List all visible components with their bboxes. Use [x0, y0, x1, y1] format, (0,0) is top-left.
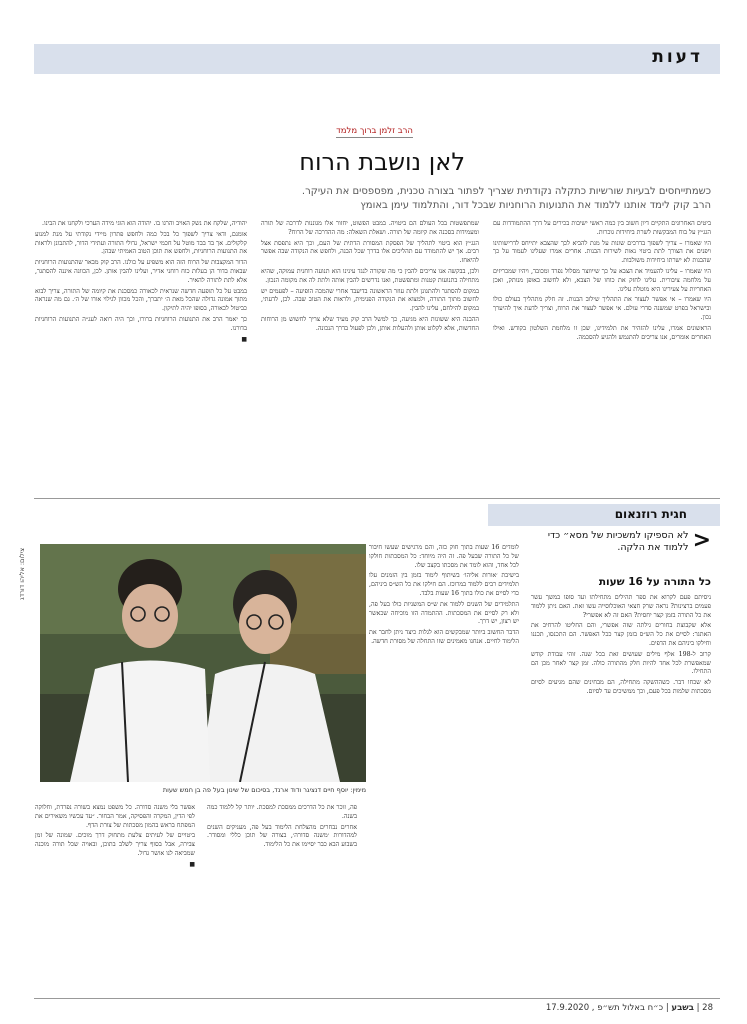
- paragraph: היו שאמרו – עלינו להעמיד את הצבא על כך שייווצר מסלול נפרד ומכובד, ויהיו שמכריזים על מלחמה ציבורית. עלינו לחזק את כוחו של הצבא, ולא לחשוב באופן מנותק, ואכן האחריות על צעירינו היא מוטלת עלינו.: [493, 267, 711, 293]
- paragraph: בישיבת ׳אורות אליהו׳ בשיתוף לימוד בזמן בין הזמנים עלו תלמידים רבים ללמוד במרוכז. הם חילקו את כל הש״ס ביניהם, כדי לסיים את כולו בתוך 16 שעות בלבד.: [369, 572, 519, 597]
- column2-body-a: [531, 594, 711, 990]
- paragraph: הראשונים אמרו, עלינו להזהיר את תלמידינו, שכן זו מלחמת השלטון בקודש. ואילו האחרים אומרים, אנו צריכים להתגמש ולהגיע להסכמה.: [493, 324, 711, 341]
- end-mark: ■: [241, 335, 247, 343]
- footer-separator: |: [663, 1003, 669, 1013]
- column2-body-b: [369, 544, 519, 990]
- hebrew-date: כ״ח באלול תש״פ: [597, 1003, 664, 1013]
- article-column-middle: [261, 220, 479, 492]
- paragraph: הדור המקצבות של הרוח הזה הוא משפיע על כולנו. הרב קוק מבאר שהתנועות הרוחניות שבאות בדור הן בעלות כוח רוחני אדיר, ועלינו להבין אותן. לכן, הכוונה איננה להסתגר, אלא לתת לתורה להאיר.: [35, 259, 247, 284]
- paragraph: קרוב ל-198 אלף מילים שעושים זאת בכל שנה. זוהי עבודת קודש שמאפשרת לכל אחד להיות חלק מהתורה כולה. זמן קצר לאחר מכן הם התחילו.: [531, 650, 711, 676]
- column-callout: [541, 530, 711, 554]
- footer-separator: ,: [589, 1003, 595, 1013]
- footer-divider: [34, 998, 720, 999]
- gregorian-date: 17.9.2020: [545, 1003, 590, 1013]
- paragraph: אלא שקבוצת בחורים גילתה שזה אפשרי, והם החליטו להרחיב את האתגר: לסיים את כל הש״ס בזמן קצר ככל האפשר. הם התכנסו, תכננו וחילקו ביניהם את הדפים.: [531, 622, 711, 647]
- column2-body-c: [207, 804, 357, 990]
- paragraph: במקום להסתגר ולהתגונן ולתת עוזר הראשונה בדיעבד אחרי שהמכה הופיעה – לפעמים יש לחשוב מתוך התורה, ולמצוא את הנקודה הפנימית, ולראות את הטוב שבה. לכן, לדעתי, במקום להילחם, עלינו להבין.: [261, 287, 479, 313]
- article-photo: [40, 544, 366, 782]
- article-byline: הרב זלמן ברוך מלמד: [336, 126, 413, 136]
- page-number: 28: [702, 1003, 713, 1013]
- footer-separator: |: [693, 1003, 700, 1013]
- article-column-left: [35, 220, 247, 492]
- photo-credit: צילום: אליהו דורדג: [18, 548, 26, 601]
- callout-text: לא הספיקו למשכיות של מסא״ כדי ללמוד את הלקה.: [547, 530, 689, 553]
- page-footer: [546, 1003, 713, 1013]
- column-author-name: חגית רוזנאום: [614, 507, 687, 521]
- paragraph: אפשר בלי משנה סדורה. כל משפט נמצא בשורה נפרדת, וחלוקה לפי הדין, המקרה והפסיקה, אמר הבחור. ״עד עכשיו משאירים את המפתח בראש בהמון מסכתות של צורת הדף.: [35, 804, 195, 829]
- paragraph: לומדים 16 שעות בתוך חוק כזה, והם מרגישים שעשו חיבור של כל התורה שבעל פה. זה היה מיוחד: כל המסכתות חולקו לכל אחד, והוא לומד את מסכתו בקצב שלו.: [369, 544, 519, 569]
- paragraph: ההבנה היא ששונות היא מגיעה, כך למשל הרב קוק מעיד שלא צריך לחשוש מן הרוחות החדשות, אלא לקלוט אותן ולהעלות אותן, ולכן לפעול בדרך הנכונה.: [261, 315, 479, 332]
- section-header-bar: [34, 44, 720, 74]
- end-mark: ■: [189, 860, 195, 868]
- paragraph: הדבר החשוב ביותר שמבקשים הוא לגלות כיצד ניתן לחבר את הלימוד לחיים. אנחנו מאמינים שזו התחלה של מסורת חדשה.: [369, 629, 519, 645]
- paragraph: ביטויים של לעיתים צלעת מתחוק דרך מוכים. שמונה של זמן צבירה, אבל בסוף צריך לשלב בתוכן, ובאויה שכל תורה מוכנה שמביאה לנו אושר גדול.: [35, 832, 195, 857]
- photo-caption: מימין: יוסף חיים דנציגר ודוד ארנד, בסיכום של שינון בעל פה בן חמש שעות: [162, 786, 366, 794]
- article-headline: לאן נושבת הרוח: [299, 148, 465, 176]
- publication-name: בשבע: [671, 1003, 694, 1013]
- section-title: דעות: [652, 47, 703, 67]
- paragraph: ניסיתם פעם לקרוא את ספר תהילים מתחילתו ועד סופו במשך עשר פעמים ברצינות? נראה שרק חצאי האוכלוסייה עשו זאת. האם ניתן ללמוד את כל התורה בזמן קצר יחסית? האם זה לא אפשרי?: [531, 594, 711, 619]
- column-subheading: כל התורה על 16 שעות: [598, 576, 711, 588]
- paragraph: היו שאמרו – אי אפשר לעצור את התהליך שילוב הבנות. זה חלק מתהליך בעולם כולו ובישראל בפרט שמשנה סדרי עולם. אי אפשר לעצור את הרוח, וצריך לדעת איך להיערך נכון.: [493, 296, 711, 321]
- chevron-left-icon: <: [692, 528, 711, 553]
- paragraph: במבט על כל תופעה חדשה שנראית לכאורה כמסכנת את קיומה של התורה, צריך לבוא מתוך אמונה גדולה שהכל מאת ה׳ יתברך, והכל מכוון לגילוי אורו של ה׳. גם מה שנראה כביטול לכאורה, בסופו יהיה לתיקון.: [35, 287, 247, 313]
- paragraph: ביטים האחרונים התקיים דיון חשוב בין כמה ראשי ישיבות בכירים על דרך ההתמודדות עם הגג״ץ על בוח המבקשות לשרת ביחידות גוכרות.: [493, 220, 711, 236]
- paragraph: התלמידים של השנים ללמוד את ש״ס המשניות כולו בעל פה, ולא רק לסיים את המסכתות. ההתמדה הזו מוכיחה שכאשר יש רצון, יש דרך.: [369, 600, 519, 626]
- paragraph: יהודיה, שלקח את נשק האויב והרגו בו. יהודה הוא הוגי מידה הערכי ולקחנו את הבינו.: [41, 220, 247, 227]
- paragraph: הגג״ץ הוא ביטוי לתהליך של הפסקת המסורת הדתית של העם, וכך היא נתפסת אצל רבים. אך יש להתמודד עם תהליכים אלו בדרך שכל הבנה, ולחפש את הנקודה שבה אפשר להיאחז.: [261, 239, 479, 265]
- section-divider: [34, 498, 720, 499]
- paragraph: אחרים נבחרים מהצלחת הלימוד בעל פה, מעניקים השנים למהדורות ׳משנה סדורה׳, בצורה של תוכן כללי ומסודר. בשבוע הבא כבר יסיימו את כל הלימוד.: [207, 823, 357, 849]
- paragraph: לא שכחו דבר. כשההשקה מתחילה, הם מבחינים שהם מגיעים לסיום מסכתות שלמות בכל פעם, וכך ממשיכים עד לסיום.: [531, 679, 711, 695]
- column2-body-d: [35, 804, 195, 990]
- photo-illustration: [40, 544, 366, 782]
- paragraph: ולכן, בבקשה אנו צריכים להבין כי מה שקורה לנגד עינינו הוא תנועה רוחנית עמוקה, שהיא מתחילה בתנועות קטנות ומתפשטת, ואנו נדרשים להבין אותה ולתת לה את מקומה הנכון.: [261, 267, 479, 284]
- article-subhead-line1: כשמתייחסים לבעיות שורשיות כתקלה נקודתית שצריך לפתור בצורה טכנית, מפספסים את העיקר.: [301, 186, 711, 197]
- paragraph: היו שאמרו – צריך לשפוך בדרכים שונות על מנת להביא לכך שהצבא יתייחס לדרישותינו ויפנים את הצורך לתת ביטוי נאות לשירות הבנות. אחרים אמרו שעלינו לעמוד על כך שהבנות לא ישרתו ביחידות משולבות.: [493, 239, 711, 265]
- article-column-right: [493, 220, 711, 492]
- paragraph: אומנם, ודאי צריך לשפוך כל בכל כמה ולחפש פתרון מיידי נקודתי על מנת למנוע קלקולים. אך בד בבד מוטל על חכמי ישראל, גדולי התורה ועתידי הדור, להתבונן ולראות את התנועות הרוחניות, ולחפש את תוכן הטוב האמיתי שבהן.: [35, 230, 247, 256]
- paragraph: כך יאמר הרב את התנועות הרוחניות ברורו, וכך היה רואה לעג״ה התנועות הרוחניות בדורנו.: [35, 315, 247, 332]
- paragraph: שמתפשטות בכל העולם הם ביטויה. במבט הפשוט, יחזור אלו מגוננות לדרכה של תורה ומעמידות בסכנה את קיומה של תורה. ושאלת השאלה: מה ההדרכה של הרוח?: [261, 220, 479, 236]
- paragraph: פה, זוכר את כל הדרכים ממסכת למסכת. יותר קל ללמוד כמה בשנה.: [207, 804, 357, 820]
- article-subhead-line2: הרב קוק לימד אותנו ללמוד את התנועות הרוחניות שבכל דור, והתלמוד עימן באומץ: [360, 200, 711, 211]
